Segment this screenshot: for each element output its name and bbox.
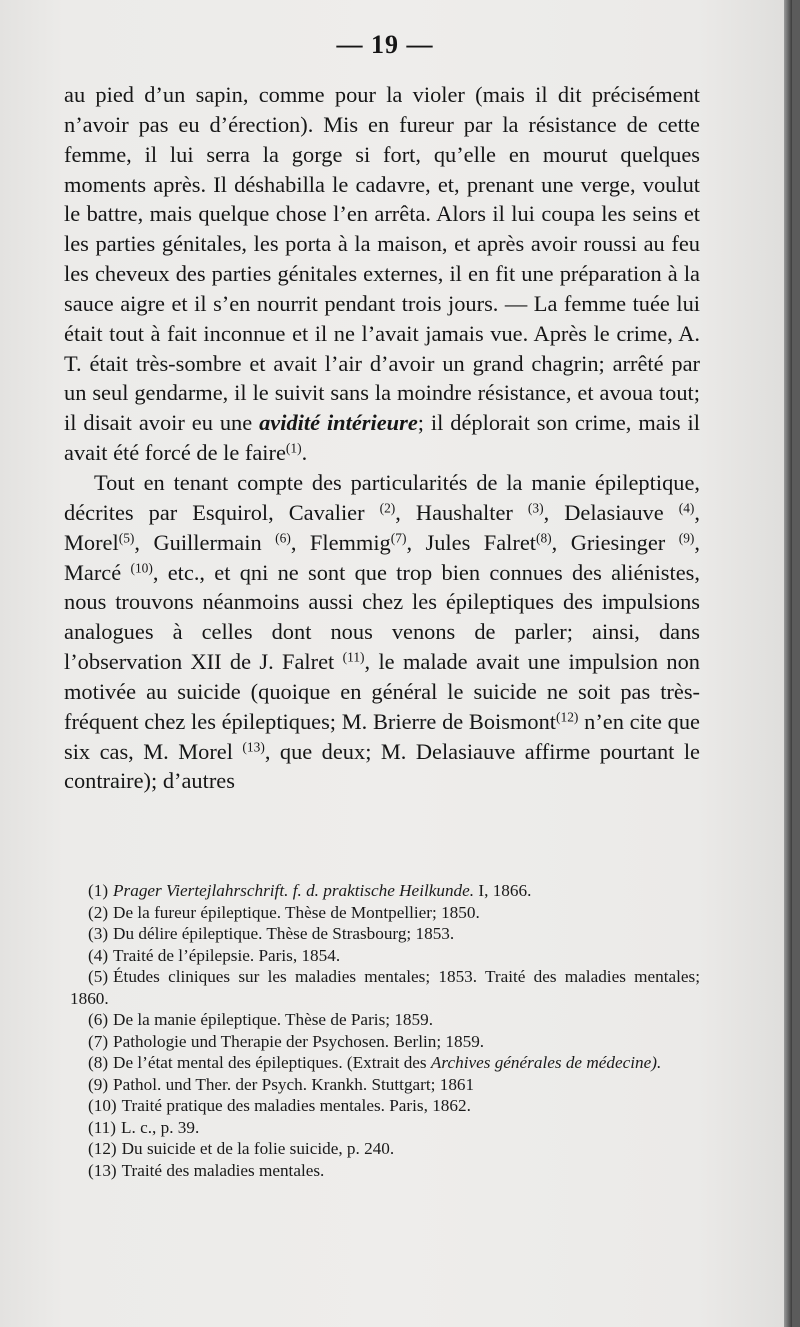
paragraph-1-text-a: au pied d’un sapin, comme pour la violer (mais il dit précisément n’avoir pas eu d’érection). Mis en fureur par la résistance de cette femme, il lui serra la gorge si fort, qu’elle en mourut quelques moments après. Il déshabilla le cadavre, et, prenant une verge, voulut le battre, mais quelque chose l’en arrêta. Alors il lui coupa les seins et les parties génitales, les porta à la maison, et après avoir roussi au feu les cheveux des parties génitales externes, il en fit une préparation à la sauce aigre et il s’en nourrit pendant trois jours. — La femme tuée lui était tout à fait inconnue et il ne l’avait jamais vue. Après le crime, A. T. était très-sombre et avait l’air d’avoir un grand chagrin; arrêté par un seul gendarme, il le suivit sans la moindre résistance, et avoua tout; il disait avoir eu une — [64, 82, 700, 436]
footnote-ref-12: (12) — [556, 709, 579, 725]
paragraph-2-s13: , que deux; M. Delasiauve affirme pourtant le contraire); d’autres — [64, 738, 700, 794]
footnote-text: Pathol. und Ther. der Psych. Krankh. Stuttgart; 1861 — [113, 1074, 475, 1094]
paragraph-2-s6: , Flemmig — [290, 529, 391, 555]
footnote-mark: (5) — [88, 967, 109, 986]
page-edge-shadow — [784, 0, 792, 1327]
footnote-italic: Archives générales de médecine). — [430, 1053, 662, 1072]
page-number: — 19 — — [336, 30, 434, 59]
footnote-text: Du suicide et de la folie suicide, p. 240. — [121, 1139, 395, 1158]
footnote-mark: (13) — [88, 1160, 117, 1180]
paragraph-1-italic: avidité intérieure — [259, 410, 418, 436]
footnote-mark: (6) — [88, 1010, 109, 1029]
footnote-ref-9: (9) — [678, 530, 695, 546]
footnote-mark: (2) — [88, 902, 109, 922]
footnote-text: Du délire épileptique. Thèse de Strasbourg; 1853. — [113, 924, 455, 943]
footnote-ref-13: (13) — [242, 739, 265, 755]
paragraph-2-s4: , Morel — [64, 499, 700, 555]
footnote-text: L. c., p. 39. — [121, 1117, 200, 1137]
footnote-6 — [70, 1009, 700, 1031]
footnote-italic: Prager Viertejlahrschrift. f. d. praktische Heilkunde. — [113, 881, 475, 900]
footnote-text: De la manie épileptique. Thèse de Paris; 1859. — [113, 1010, 433, 1029]
footnote-8 — [70, 1052, 700, 1074]
paragraph-2 — [64, 468, 700, 796]
footnote-text: De la fureur épileptique. Thèse de Montpellier; 1850. — [113, 902, 480, 922]
footnote-mark: (3) — [88, 924, 109, 943]
footnote-ref-11: (11) — [342, 649, 365, 665]
footnote-4 — [70, 945, 700, 967]
footnote-3 — [70, 923, 700, 945]
paragraph-2-s5: , Guillermain — [134, 529, 262, 555]
footnote-ref-3: (3) — [527, 500, 544, 516]
footnote-mark: (1) — [88, 881, 109, 900]
paragraph-2-s12: n’en cite que six cas, M. Morel — [64, 708, 700, 764]
footnote-text: I, 1866. — [474, 881, 532, 900]
paragraph-2-s10: , etc., et qni ne sont que trop bien connues des aliénistes, nous trouvons néanmoins aussi chez les épileptiques des impulsions analogues à celles dont nous venons de parler; ainsi, dans l’observation XII de J. Falret — [64, 559, 700, 675]
footnote-1 — [70, 880, 700, 902]
paragraph-1-text-b: ; il déplorait son crime, mais il avait été forcé de le faire — [64, 410, 700, 466]
paragraph-1-text-c: . — [301, 440, 308, 466]
footnote-text: Traité des maladies mentales. — [121, 1160, 325, 1180]
body-text — [64, 80, 700, 796]
footnotes — [70, 880, 700, 1181]
footnote-mark: (10) — [88, 1096, 117, 1115]
paragraph-2-s11: , le malade avait une impulsion non motivée au suicide (quoique en général le suicide ne soit pas très-fréquent chez les épileptiques; M. Brierre de Boismont — [64, 649, 700, 734]
footnote-mark: (7) — [88, 1031, 109, 1051]
footnote-text: Traité de l’épilepsie. Paris, 1854. — [113, 945, 341, 965]
paragraph-2-s8: , Griesinger — [551, 529, 666, 555]
paragraph-2-s9: , Marcé — [64, 529, 700, 585]
footnote-7 — [70, 1031, 700, 1053]
footnote-13 — [70, 1160, 700, 1182]
footnote-text: Traité pratique des maladies mentales. Paris, 1862. — [121, 1096, 471, 1115]
footnote-2 — [70, 902, 700, 924]
footnote-12 — [70, 1138, 700, 1160]
footnote-10 — [70, 1095, 700, 1117]
footnote-ref-5: (5) — [118, 530, 135, 546]
paragraph-1 — [64, 80, 700, 468]
footnote-ref-6: (6) — [275, 530, 291, 546]
footnote-mark: (12) — [88, 1139, 117, 1158]
footnote-text: Études cliniques sur les maladies mentales; 1853. Traité des maladies mentales; 1860. — [70, 967, 700, 1008]
footnote-5 — [70, 966, 700, 1009]
footnote-text: De l’état mental des épileptiques. (Extrait des — [113, 1053, 431, 1072]
paragraph-2-s7: , Jules Falret — [406, 529, 536, 555]
footnote-mark: (9) — [88, 1074, 109, 1094]
footnote-ref-1: (1) — [285, 440, 302, 456]
footnote-mark: (11) — [88, 1117, 116, 1137]
footnote-mark: (4) — [88, 945, 109, 965]
footnote-9 — [70, 1074, 700, 1096]
paragraph-2-s3: , Delasiauve — [543, 499, 664, 525]
footnote-ref-4: (4) — [678, 500, 695, 516]
footnote-11 — [70, 1117, 700, 1139]
paragraph-2-s2: , Haushalter — [395, 499, 513, 525]
footnote-ref-2: (2) — [379, 500, 396, 516]
footnote-ref-7: (7) — [390, 530, 407, 546]
footnote-text: Pathologie und Therapie der Psychosen. Berlin; 1859. — [113, 1031, 485, 1051]
footnote-ref-10: (10) — [130, 560, 153, 576]
footnote-ref-8: (8) — [535, 530, 552, 546]
paragraph-2-s1: Tout en tenant compte des particularités de la manie épileptique, décrites par Esquirol, Cavalier — [64, 469, 700, 525]
footnote-mark: (8) — [88, 1053, 109, 1072]
